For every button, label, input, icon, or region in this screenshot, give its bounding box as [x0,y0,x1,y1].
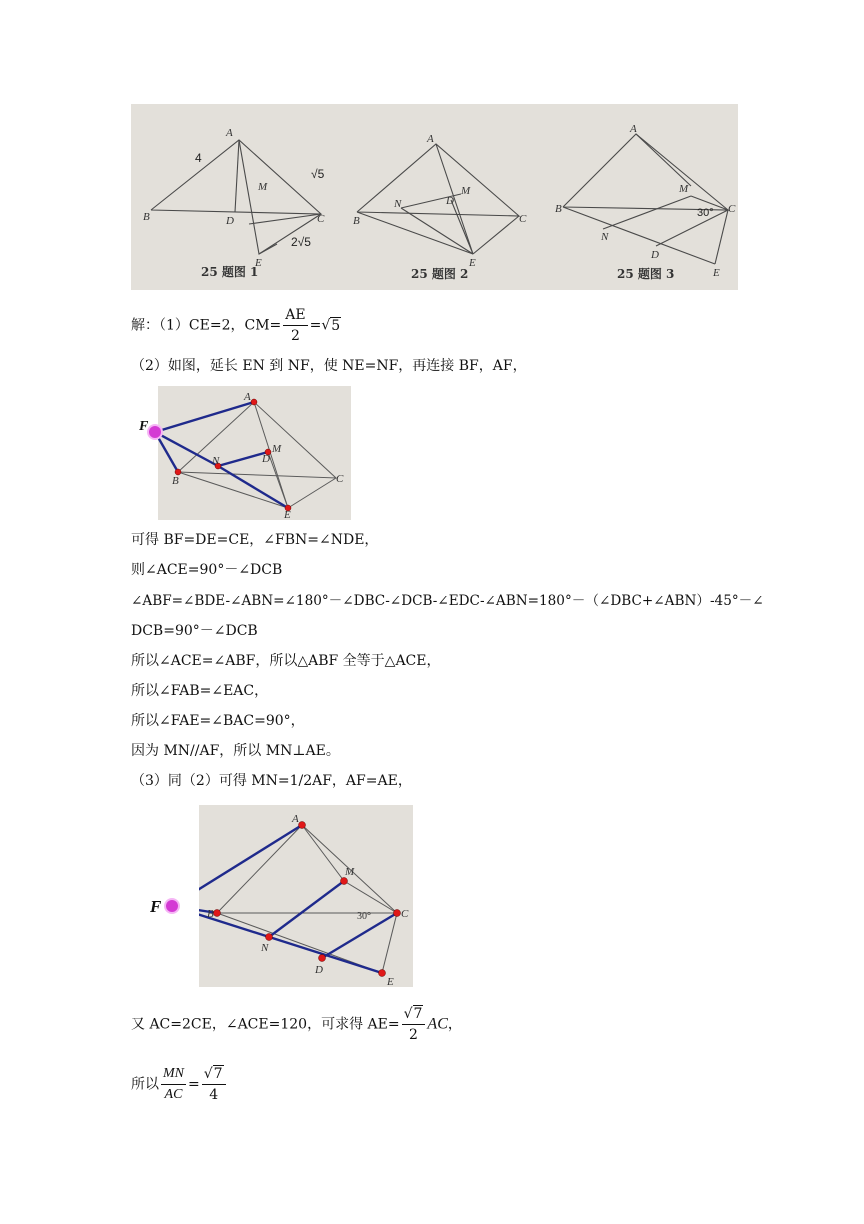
part3-F-label: F [150,897,162,916]
solution-line-a: 可得 BF=DE=CE，∠FBN=∠NDE， [131,532,379,548]
problem-figures-svg [131,104,738,290]
part3-F-point [166,900,178,912]
final-prefix: 所以 [131,1076,159,1093]
final-line [131,1064,228,1105]
fig1-label-A: A [226,127,233,139]
p2-label-B: B [172,475,179,487]
final-denominator: AC [164,1087,183,1102]
part2-figure [158,386,351,520]
fig2-label-E: E [469,257,476,269]
part1-equals: = [309,317,322,334]
p3-label-A: A [292,813,299,825]
solution-line-f: 所以∠FAB=∠EAC， [131,683,269,699]
final-right-numerator [202,1064,226,1085]
fig1-label-M: M [258,181,268,193]
fig2-label-A: A [427,133,434,145]
p2-label-A: A [244,391,251,403]
fig1-handwriting-3: 2√5 [291,235,311,249]
part3-line [131,1004,462,1045]
part3-figure-svg [199,805,413,987]
part1-sqrt-symbol: √ [321,317,331,334]
part2-figure-svg [158,386,351,520]
final-numerator: MN [161,1064,186,1085]
final-fraction-left [161,1064,186,1105]
solution-line-e: 所以∠ACE=∠ABF，所以△ABF 全等于△ACE， [131,653,441,669]
fig1-handwriting-2: 4 [195,151,202,165]
fig2-label-C: C [519,213,527,225]
part1-numerator: AE [283,305,307,326]
p2-label-N: N [212,455,220,467]
part1-denominator: 2 [290,328,300,344]
solution-line-d: DCB=90°－∠DCB [131,623,258,639]
p3-label-B: B [207,908,214,920]
part3-intro: （3）同（2）可得 MN=1/2AF，AF=AE， [131,773,412,789]
part3-sqrt-symbol: √ [403,1006,413,1022]
solution-line-g: 所以∠FAE=∠BAC=90°， [131,713,305,729]
p3-label-E: E [387,976,394,987]
fig2-label-D: D [446,195,454,207]
part3-tail: AC [427,1015,448,1033]
solution-line-h: 因为 MN//AF，所以 MN⊥AE。 [131,743,340,759]
fig2-label-B: B [353,215,360,227]
fig3-angle-30: 30° [697,207,714,219]
caption-fig1: 25 题图 1 [201,265,259,279]
final-fraction-right [202,1064,226,1105]
solution-line-b: 则∠ACE=90°－∠DCB [131,562,283,578]
fig3-label-B: B [555,203,562,215]
p3-label-C: C [401,908,409,920]
fig3-label-D: D [651,249,659,261]
part1-fraction [283,305,307,346]
p2-label-E: E [284,509,291,520]
part1-line [131,305,341,346]
part3-denominator: 2 [409,1027,418,1043]
fig3-label-A: A [630,123,637,135]
fig3-label-C: C [728,203,736,215]
p3-label-D: D [315,964,323,976]
part3-line-prefix: 又 AC=2CE，∠ACE=120，可求得 AE= [131,1016,400,1033]
fig1-handwriting-1: √5 [311,167,325,181]
caption-fig2: 25 题图 2 [411,267,469,281]
p2-label-D: D [262,453,270,465]
part3-numerator [402,1004,426,1025]
fig3-label-E: E [713,267,720,279]
part1-radicand: 5 [331,317,341,334]
part1-prefix: 解：（1）CE=2，CM= [131,317,282,334]
fig1-label-D: D [226,215,234,227]
part2-F-point [149,426,161,438]
fig3-label-N: N [601,231,609,243]
problem-figures-photo [131,104,738,290]
final-equals: = [188,1076,200,1093]
part3-comma: ， [447,1016,462,1033]
final-sqrt-symbol: √ [203,1066,213,1082]
fig1-label-B: B [143,211,150,223]
p3-angle-30: 30° [357,911,371,922]
p3-label-N: N [261,942,269,954]
fig1-label-E: E [255,257,262,269]
fig1-label-C: C [317,213,325,225]
fig2-label-M: M [461,185,471,197]
solution-line-c: ∠ABF=∠BDE-∠ABN=∠180°－∠DBC-∠DCB-∠EDC-∠ABN=180°－（∠DBC+∠ABN）-45°－∠ [131,593,764,609]
caption-fig3: 25 题图 3 [617,267,675,281]
p2-label-C: C [336,473,344,485]
part3-figure [199,805,413,987]
final-right-denominator: 4 [209,1087,219,1103]
final-radicand: 7 [213,1066,223,1082]
fig2-label-N: N [394,198,402,210]
part2-intro: （2）如图，延长 EN 到 NF，使 NE=NF，再连接 BF，AF， [131,358,527,374]
part3-radicand: 7 [413,1006,423,1022]
part2-F-label: F [139,419,149,434]
p3-label-M: M [345,866,355,878]
fig3-label-M: M [679,183,689,195]
p2-label-M: M [272,443,282,455]
part3-fraction [402,1004,426,1045]
